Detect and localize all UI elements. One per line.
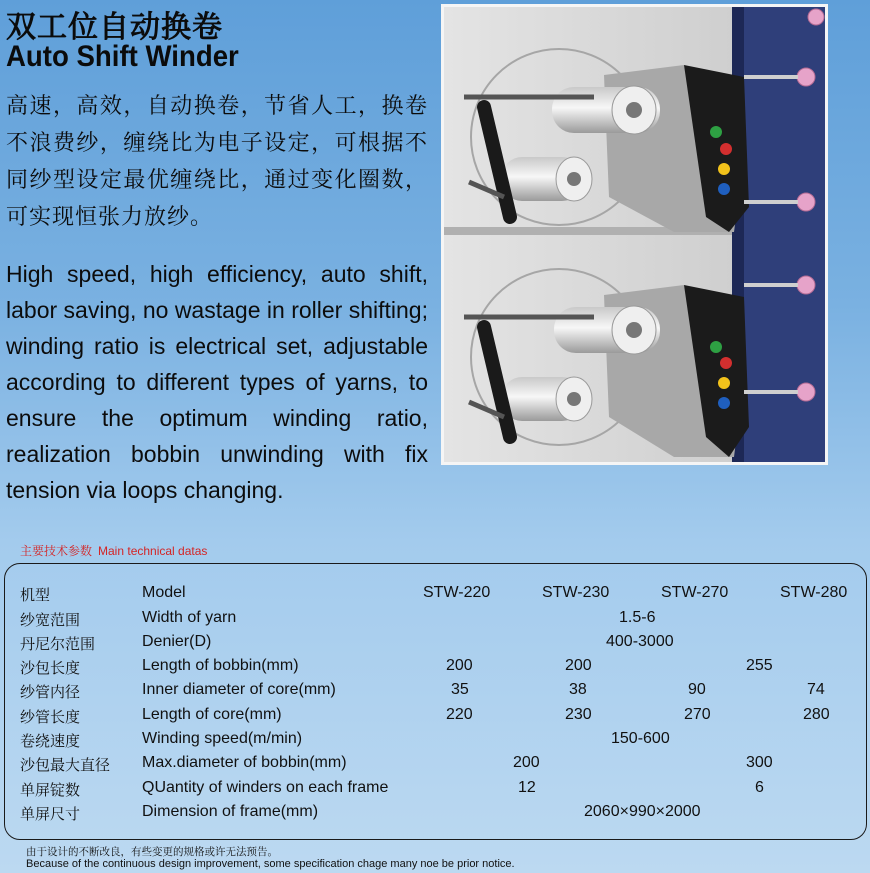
spec-label-cn: 纱管长度 [20, 708, 81, 726]
spec-value: 90 [688, 681, 706, 698]
title-en: Auto Shift Winder [6, 40, 239, 73]
specs-title-cn: 主要技术参数 [20, 544, 93, 558]
spec-value: 35 [451, 681, 469, 698]
spec-value: 150-600 [611, 730, 670, 747]
spec-value: 280 [803, 706, 830, 723]
spec-label-en: Denier(D) [142, 633, 212, 650]
machine-illustration [444, 7, 825, 462]
spec-value: 38 [569, 681, 587, 698]
spec-label-cn: 沙包长度 [20, 659, 81, 677]
spec-value: 6 [755, 779, 764, 796]
spec-value: 200 [446, 657, 473, 674]
spec-label-en: QUantity of winders on each frame [142, 779, 389, 796]
spec-label-cn: 单屏尺寸 [20, 805, 81, 823]
spec-row-model [0, 584, 870, 608]
spec-value: STW-280 [780, 584, 848, 601]
spec-value: 255 [746, 657, 773, 674]
spec-row-max-diameter [0, 754, 870, 778]
notice-en: Because of the continuous design improvement, some specification chage many noe be prior notice. [26, 858, 515, 870]
spec-label-cn: 卷绕速度 [20, 732, 81, 750]
spec-label-cn: 机型 [20, 586, 51, 604]
spec-row-winding-speed [0, 730, 870, 754]
spec-label-cn: 丹尼尔范围 [20, 635, 96, 653]
spec-label-en: Model [142, 584, 186, 601]
spec-row-denier [0, 633, 870, 657]
spec-row-winders-quantity [0, 779, 870, 803]
spec-label-en: Length of core(mm) [142, 706, 282, 723]
spec-row-bobbin-length [0, 657, 870, 681]
spec-value: 230 [565, 706, 592, 723]
spec-label-en: Width of yarn [142, 609, 237, 626]
title-cn: 双工位自动换卷 [6, 10, 223, 45]
spec-label-cn: 单屏锭数 [20, 781, 81, 799]
spec-label-cn: 沙包最大直径 [20, 756, 111, 774]
spec-label-cn: 纱宽范围 [20, 611, 81, 629]
spec-row-frame-dimension [0, 803, 870, 827]
spec-label-en: Winding speed(m/min) [142, 730, 303, 747]
spec-row-core-inner-diameter [0, 681, 870, 705]
spec-value: STW-220 [423, 584, 491, 601]
description-cn: 高速，高效，自动换卷，节省人工，换卷不浪费纱，缠绕比为电子设定，可根据不同纱型设定最优缠绕比，通过变化圈数，可实现恒张力放纱。 [6, 94, 428, 230]
spec-value: 2060×990×2000 [584, 803, 701, 820]
machine-photo [441, 4, 828, 465]
spec-value: 74 [807, 681, 825, 698]
spec-row-core-length [0, 706, 870, 730]
spec-value: 270 [684, 706, 711, 723]
spec-label-cn: 纱管内径 [20, 683, 81, 701]
spec-value: 220 [446, 706, 473, 723]
specs-title-en: Main technical datas [98, 544, 208, 558]
spec-label-en: Dimension of frame(mm) [142, 803, 319, 820]
spec-value: 200 [565, 657, 592, 674]
spec-row-width [0, 609, 870, 633]
spec-value: 400-3000 [606, 633, 674, 650]
spec-label-en: Inner diameter of core(mm) [142, 681, 336, 698]
spec-label-en: Length of bobbin(mm) [142, 657, 299, 674]
spec-value: 12 [518, 779, 536, 796]
description-en: High speed, high efficiency, auto shift, labor saving, no wastage in roller shifting; winding ratio is electrical set, adjustable according to different types of yarns, to ensure the optimum winding ratio, realization bobbin unwinding with fix tension via loops changing. [6, 261, 428, 503]
spec-value: 200 [513, 754, 540, 771]
spec-label-en: Max.diameter of bobbin(mm) [142, 754, 347, 771]
spec-value: STW-230 [542, 584, 610, 601]
specs-title [20, 542, 207, 559]
spec-value: STW-270 [661, 584, 729, 601]
spec-value: 300 [746, 754, 773, 771]
notice-cn: 由于设计的不断改良，有些变更的规格或许无法预告。 [26, 846, 278, 858]
spec-value: 1.5-6 [619, 609, 656, 626]
